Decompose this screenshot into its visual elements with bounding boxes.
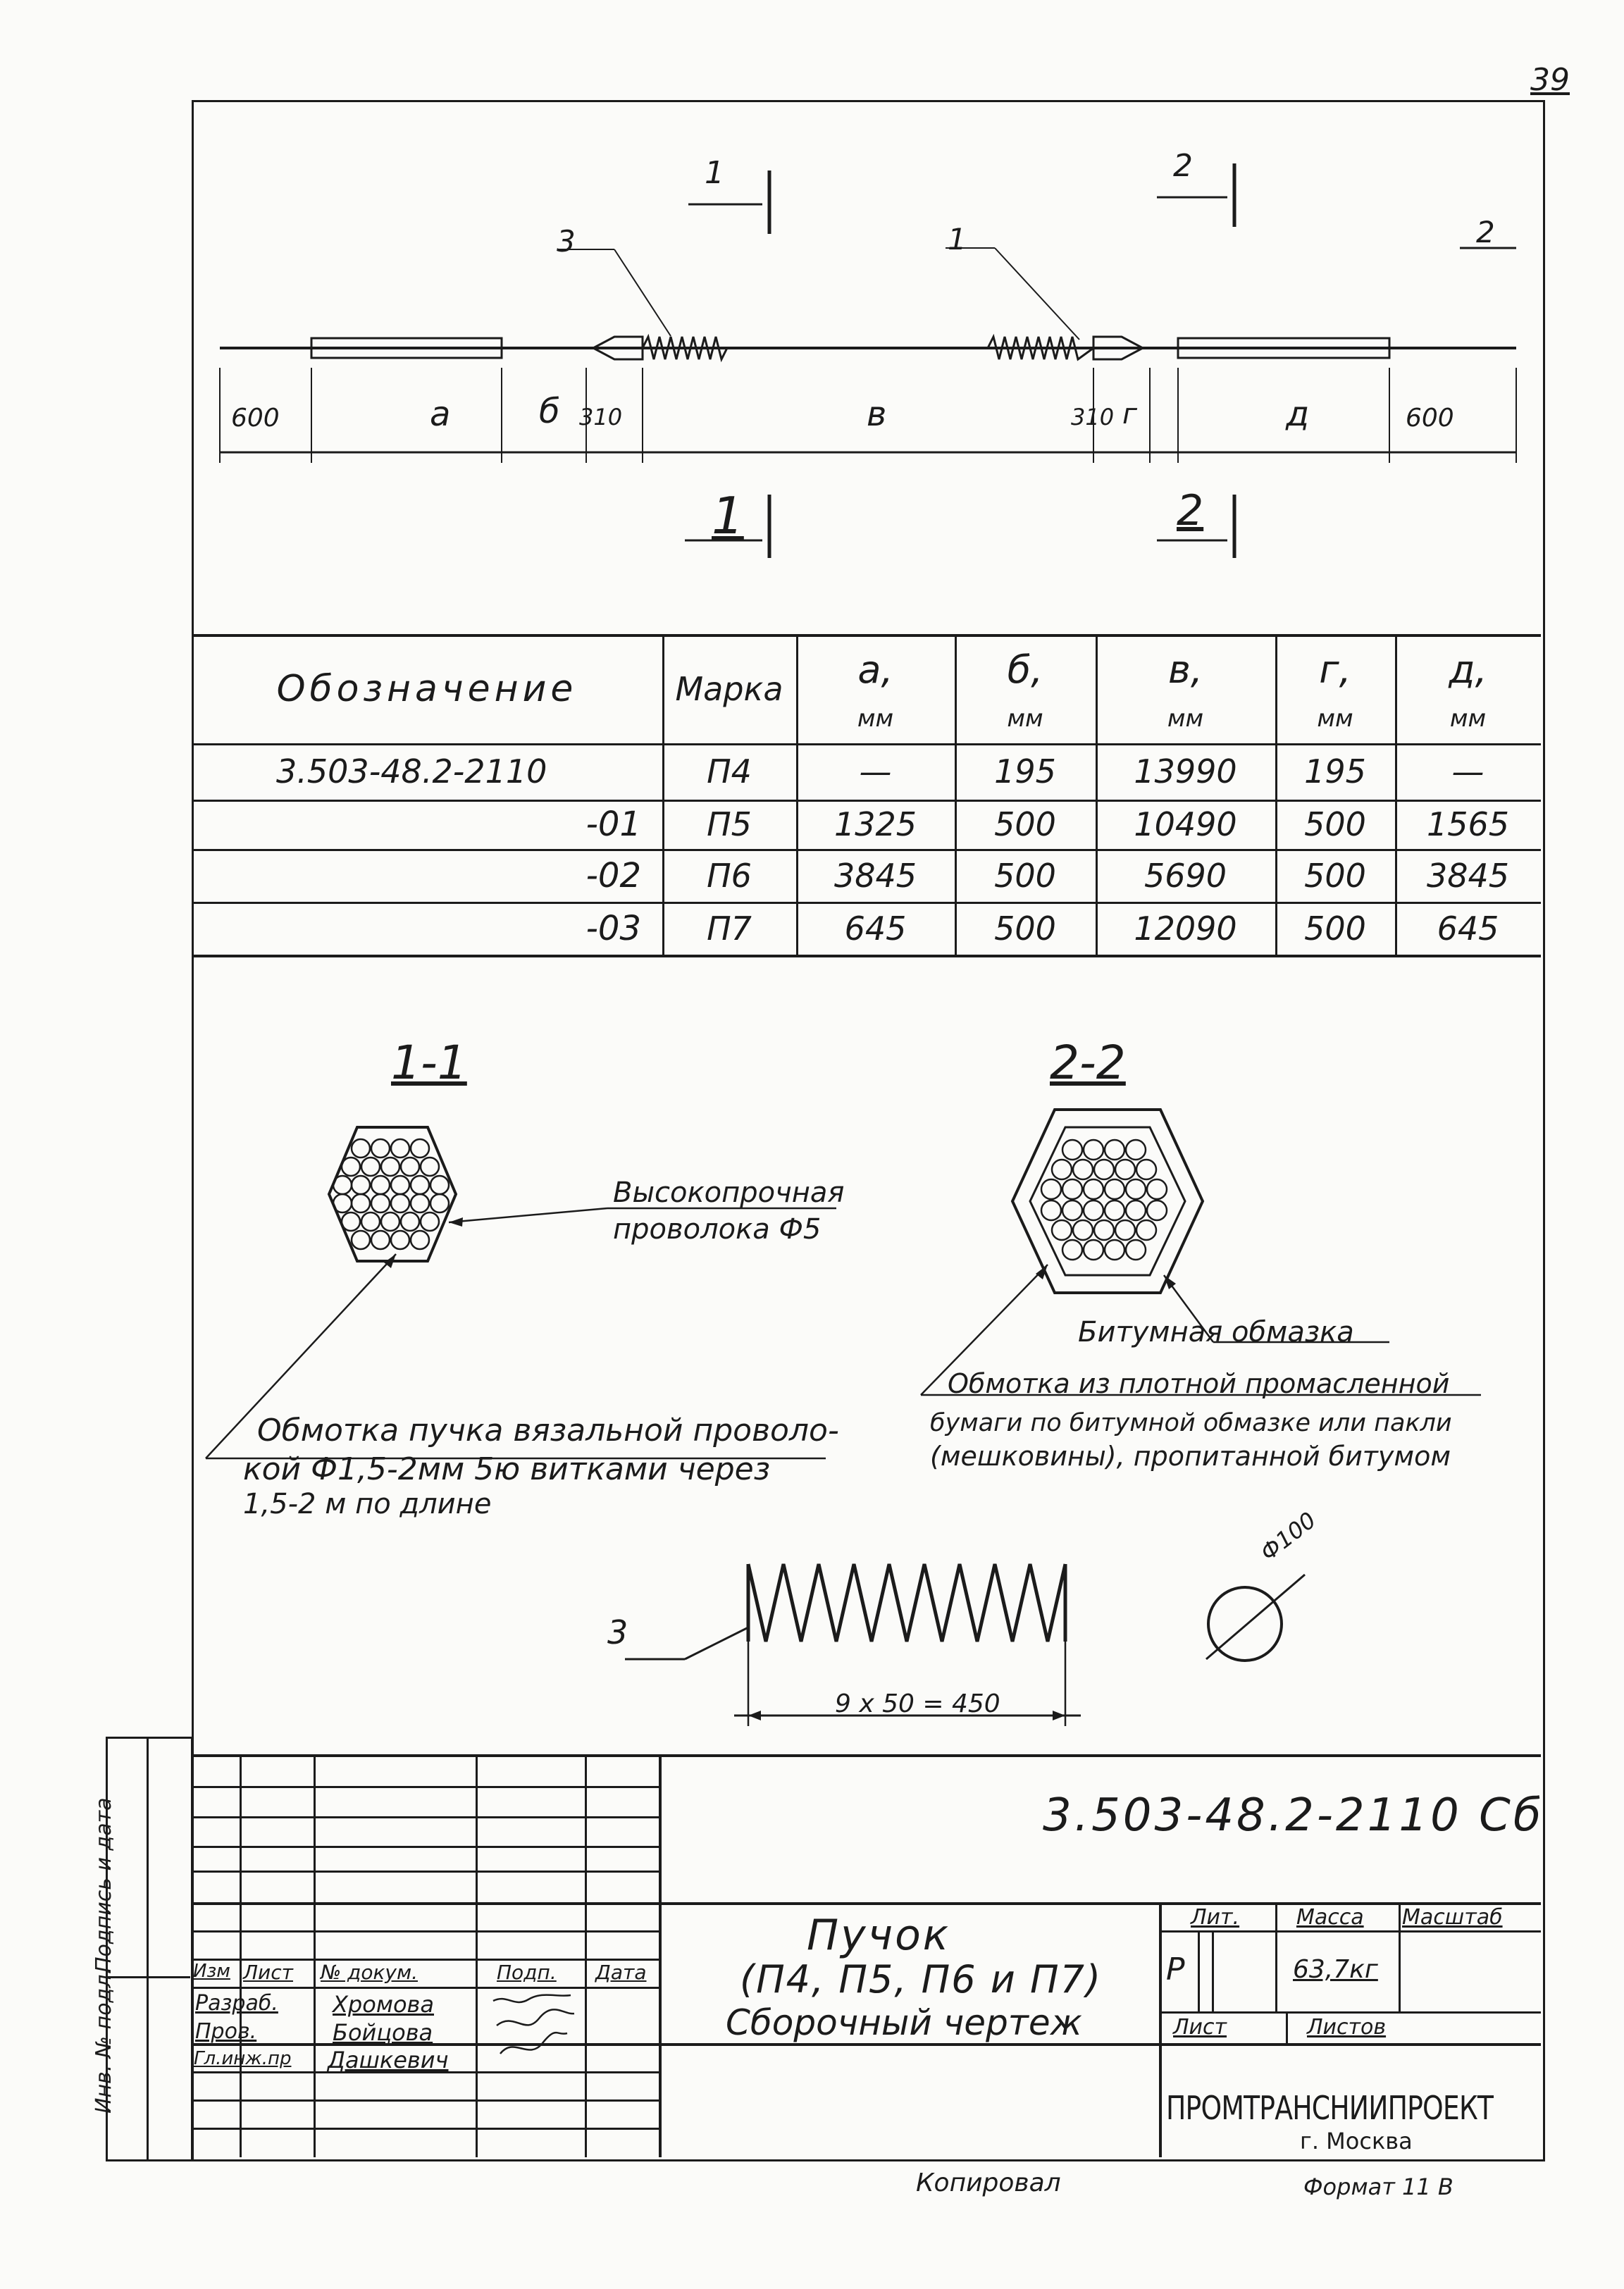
title-line-3: Сборочный чертеж bbox=[726, 2002, 1082, 2043]
table-row-0-mark: П4 bbox=[707, 752, 752, 790]
wrap-note-line-2: кой Ф1,5-2мм 5ю витками через bbox=[243, 1451, 771, 1487]
section-2-2-title: 2-2 bbox=[1050, 1036, 1126, 1090]
table-row-1-mark: П5 bbox=[707, 805, 752, 843]
table-row-0-d: — bbox=[1451, 752, 1484, 790]
lit-value: Р bbox=[1166, 1952, 1185, 1987]
footer-format: Формат 11 В bbox=[1303, 2173, 1453, 2200]
table-row-1-a: 1325 bbox=[833, 805, 917, 843]
table-row-1-designation: -01 bbox=[585, 805, 641, 844]
dim-label-600-right: 600 bbox=[1406, 404, 1454, 433]
lit-label: Лит. bbox=[1191, 1905, 1240, 1930]
side-label-inv: Инв. № подл. bbox=[92, 1968, 116, 2114]
unit-v: мм bbox=[1167, 705, 1204, 733]
header-b: б, bbox=[1007, 647, 1043, 692]
table-row-2-g: 500 bbox=[1304, 856, 1366, 895]
table-row-2-designation: -02 bbox=[585, 855, 641, 895]
table-row-3-a: 645 bbox=[844, 909, 907, 948]
scale-label: Масштаб bbox=[1402, 1905, 1503, 1930]
table-row-3-g: 500 bbox=[1304, 909, 1366, 948]
paper-wrap-note-line-1: Обмотка из плотной промасленной bbox=[948, 1368, 1450, 1399]
organization: ПРОМТРАНСНИИПРОЕКТ bbox=[1166, 2089, 1494, 2127]
dim-label-v: в bbox=[867, 395, 887, 434]
table-row-0-b: 195 bbox=[994, 752, 1056, 790]
name-2: Дашкевич bbox=[328, 2047, 449, 2073]
city: г. Москва bbox=[1300, 2128, 1413, 2154]
unit-g: мм bbox=[1317, 705, 1353, 733]
table-row-3-d: 645 bbox=[1437, 909, 1499, 948]
title-line-2: (П4, П5, П6 и П7) bbox=[740, 1957, 1103, 2002]
section-label-2-top: 2 bbox=[1173, 148, 1193, 184]
unit-b: мм bbox=[1007, 705, 1043, 733]
doc-code: 3.503-48.2-2110 Сб bbox=[1043, 1789, 1544, 1842]
table-row-2-mark: П6 bbox=[707, 856, 752, 895]
wire-note-line-2: проволока Ф5 bbox=[613, 1213, 822, 1246]
table-row-1-d: 1565 bbox=[1426, 805, 1510, 843]
table-row-1-b: 500 bbox=[994, 805, 1056, 843]
col-header-doc: № докум. bbox=[321, 1961, 419, 1984]
table-row-0-v: 13990 bbox=[1134, 752, 1237, 790]
wire-note-line-1: Высокопрочная bbox=[613, 1177, 845, 1209]
name-0: Хромова bbox=[333, 1991, 434, 2018]
table-row-2-b: 500 bbox=[994, 856, 1056, 895]
header-v: в, bbox=[1168, 647, 1203, 692]
role-2: Гл.инж.пр bbox=[194, 2048, 292, 2069]
washer-circle bbox=[1208, 1587, 1282, 1661]
section-1-1-title: 1-1 bbox=[391, 1036, 467, 1090]
wrap-note-line-3: 1,5-2 м по длине bbox=[243, 1488, 492, 1520]
title-line-1: Пучок bbox=[807, 1911, 951, 1960]
col-header-sign: Подп. bbox=[497, 1961, 557, 1984]
dim-label-310-left: 310 bbox=[579, 404, 623, 430]
table-row-0-designation: 3.503-48.2-2110 bbox=[276, 752, 547, 790]
sheet-label: Лист bbox=[1173, 2015, 1227, 2040]
table-row-0-g: 195 bbox=[1304, 752, 1366, 790]
header-designation: Обозначение bbox=[276, 667, 578, 710]
header-g: г, bbox=[1319, 647, 1351, 692]
table-row-1-v: 10490 bbox=[1134, 805, 1237, 843]
mass-value: 63,7кг bbox=[1293, 1955, 1378, 1984]
strand-elevation bbox=[192, 100, 1541, 635]
table-row-3-b: 500 bbox=[994, 909, 1056, 948]
sheets-label: Листов bbox=[1307, 2015, 1387, 2040]
section-label-1-bottom: 1 bbox=[712, 486, 744, 545]
table-row-3-v: 12090 bbox=[1134, 909, 1237, 948]
dim-label-b: б bbox=[539, 392, 560, 431]
paper-wrap-note-line-2: бумаги по битумной обмазке или пакли bbox=[930, 1409, 1452, 1437]
title-block-top bbox=[192, 1754, 1541, 1757]
section-2-wires bbox=[1041, 1140, 1167, 1260]
section-label-1-top: 1 bbox=[705, 155, 724, 191]
role-1: Пров. bbox=[195, 2019, 257, 2044]
mass-label: Масса bbox=[1296, 1905, 1364, 1930]
dim-label-a: a bbox=[430, 395, 451, 434]
table-row-3-mark: П7 bbox=[707, 909, 752, 948]
table-row-1-g: 500 bbox=[1304, 805, 1366, 843]
section-label-2-bottom: 2 bbox=[1177, 486, 1204, 535]
footer-copied: Копировал bbox=[916, 2169, 1061, 2197]
circle-dimension: Ф100 bbox=[1255, 1506, 1321, 1566]
bitumen-note: Битумная обмазка bbox=[1078, 1316, 1354, 1348]
col-header-date: Дата bbox=[595, 1961, 647, 1984]
header-d: д, bbox=[1449, 647, 1487, 692]
section-1-wires bbox=[333, 1139, 449, 1249]
dim-label-d: д bbox=[1286, 395, 1310, 434]
table-row-2-d: 3845 bbox=[1426, 856, 1510, 895]
leader-label-1: 1 bbox=[948, 222, 967, 256]
spec-table bbox=[192, 634, 1541, 972]
table-row-2-a: 3845 bbox=[833, 856, 917, 895]
leader-label-3: 3 bbox=[557, 224, 576, 259]
page-number: 39 bbox=[1530, 62, 1570, 98]
header-a: а, bbox=[857, 647, 893, 692]
signatures bbox=[486, 1987, 585, 2071]
table-row-0-a: — bbox=[859, 752, 892, 790]
col-header-list: Лист bbox=[243, 1961, 293, 1984]
section-label-2-end: 2 bbox=[1476, 215, 1495, 249]
section-2-hexagon-outer bbox=[1012, 1110, 1203, 1293]
role-0: Разраб. bbox=[195, 1991, 278, 2016]
spring-label: 3 bbox=[607, 1613, 628, 1651]
unit-a: мм bbox=[857, 705, 894, 733]
side-label-sign: Подпись и дата bbox=[92, 1797, 116, 1973]
side-stamp bbox=[106, 1737, 193, 2161]
spring-dimension: 9 x 50 = 450 bbox=[835, 1689, 1000, 1718]
dim-label-g: г bbox=[1122, 398, 1138, 430]
table-row-3-designation: -03 bbox=[585, 908, 641, 948]
table-row-2-v: 5690 bbox=[1143, 856, 1227, 895]
header-mark: Марка bbox=[675, 669, 783, 708]
dim-label-600-left: 600 bbox=[231, 404, 280, 433]
unit-d: мм bbox=[1449, 705, 1487, 733]
col-header-izm: Изм bbox=[193, 1961, 230, 1982]
dim-label-310-right: 310 bbox=[1071, 404, 1115, 430]
paper-wrap-note-line-3: (мешковины), пропитанной битумом bbox=[930, 1441, 1451, 1472]
spring-coil bbox=[748, 1564, 1065, 1642]
name-1: Бойцова bbox=[333, 2019, 433, 2046]
wrap-note-line-1: Обмотка пучка вязальной проволо- bbox=[257, 1413, 839, 1449]
